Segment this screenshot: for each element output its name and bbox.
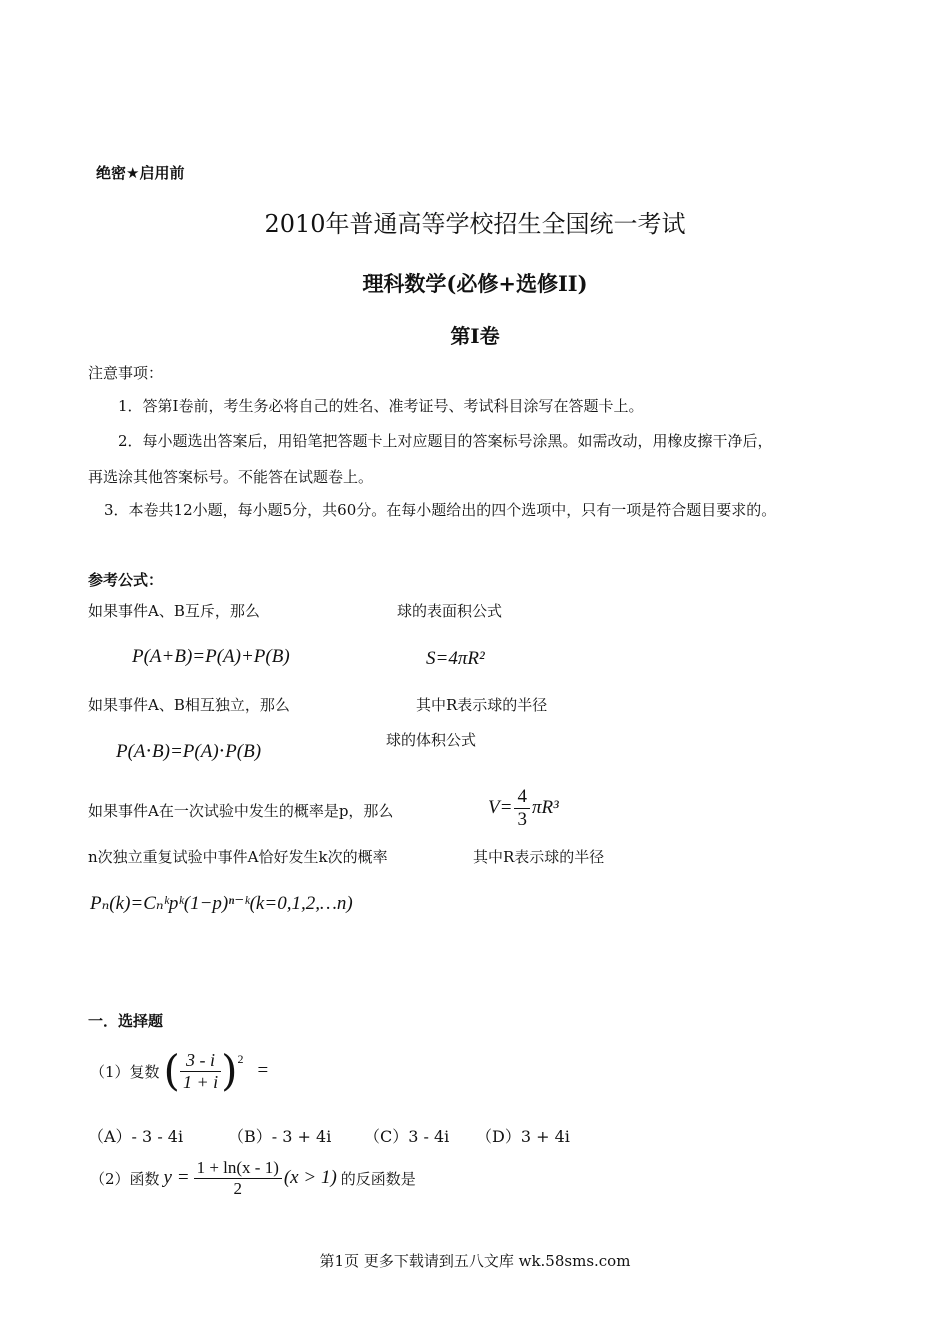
q2-denominator: 2 (233, 1178, 242, 1198)
volume-numerator: 4 (517, 786, 527, 807)
binomial-formula: Pₙ(k)=Cₙᵏpᵏ(1−p)ⁿ⁻ᵏ(k=0,1,2,…n) (90, 893, 353, 914)
volume-v: V= (488, 797, 513, 819)
note-item-2: 2．每小题选出答案后，用铅笔把答题卡上对应题目的答案标号涂黑。如需改动，用橡皮擦干净后， (118, 432, 773, 450)
mutually-exclusive-text: 如果事件A、B互斥，那么 (88, 602, 260, 620)
q1-prefix: （1）复数 (90, 1062, 160, 1081)
probability-p-text: 如果事件A在一次试验中发生的概率是p，那么 (88, 802, 394, 820)
question-2 (90, 1158, 416, 1198)
q1-option-a: （A）- 3 - 4i (88, 1127, 184, 1146)
radius-note-2: 其中R表示球的半径 (473, 848, 605, 866)
q2-prefix: （2）函数 (90, 1169, 160, 1188)
note-item-3: 3．本卷共12小题，每小题5分，共60分。在每小题给出的四个选项中，只有一项是符合题目要求的。 (104, 501, 777, 519)
volume-rest: πR³ (531, 797, 559, 819)
q1-option-b: （B）- 3 + 4i (228, 1127, 332, 1146)
q1-option-d: （D）3 + 4i (476, 1127, 570, 1146)
note-item-1: 1．答第I卷前，考生务必将自己的姓名、准考证号、考试科目涂写在答题卡上。 (118, 397, 644, 415)
formulas-heading: 参考公式： (88, 571, 164, 589)
formula-sum: P(A+B)=P(A)+P(B) (132, 646, 290, 667)
subject-title: 理科数学(必修+选修II) (362, 271, 588, 296)
sphere-volume-label: 球的体积公式 (386, 731, 477, 749)
sphere-volume-formula (488, 786, 559, 831)
sphere-surface-label: 球的表面积公式 (397, 602, 503, 620)
page-footer: 第1页 更多下载请到五八文库 wk.58sms.com (319, 1252, 631, 1270)
q2-suffix: 的反函数是 (340, 1169, 416, 1188)
formula-product: P(A⋅B)=P(A)⋅P(B) (116, 741, 262, 762)
radius-note-1: 其中R表示球的半径 (416, 696, 548, 714)
question-1 (90, 1046, 269, 1096)
q1-option-c: （C）3 - 4i (364, 1127, 450, 1146)
q1-denominator: 1 + i (182, 1071, 219, 1092)
sphere-surface-formula: S=4πR² (426, 648, 485, 669)
note-item-2-cont: 再选涂其他答案标号。不能答在试题卷上。 (88, 468, 374, 486)
q1-power: 2 (237, 1052, 244, 1066)
q2-condition: (x > 1) (283, 1167, 337, 1189)
secret-label: 绝密★启用前 (96, 164, 185, 182)
notes-heading: 注意事项： (88, 364, 164, 382)
q1-numerator: 3 - i (186, 1050, 216, 1070)
section-heading: 一．选择题 (88, 1012, 164, 1030)
q1-right-paren: ) (221, 1046, 238, 1096)
q1-left-paren: ( (163, 1046, 180, 1096)
volume-title: 第I卷 (450, 324, 500, 348)
q1-equals: = (257, 1060, 269, 1082)
q2-y-eq: y = (163, 1167, 190, 1189)
independent-text: 如果事件A、B相互独立，那么 (88, 696, 290, 714)
exam-title: 2010年普通高等学校招生全国统一考试 (264, 210, 686, 238)
q2-numerator: 1 + ln(x - 1) (196, 1158, 279, 1177)
volume-denominator: 3 (517, 808, 527, 830)
n-trials-text: n次独立重复试验中事件A恰好发生k次的概率 (88, 848, 388, 866)
